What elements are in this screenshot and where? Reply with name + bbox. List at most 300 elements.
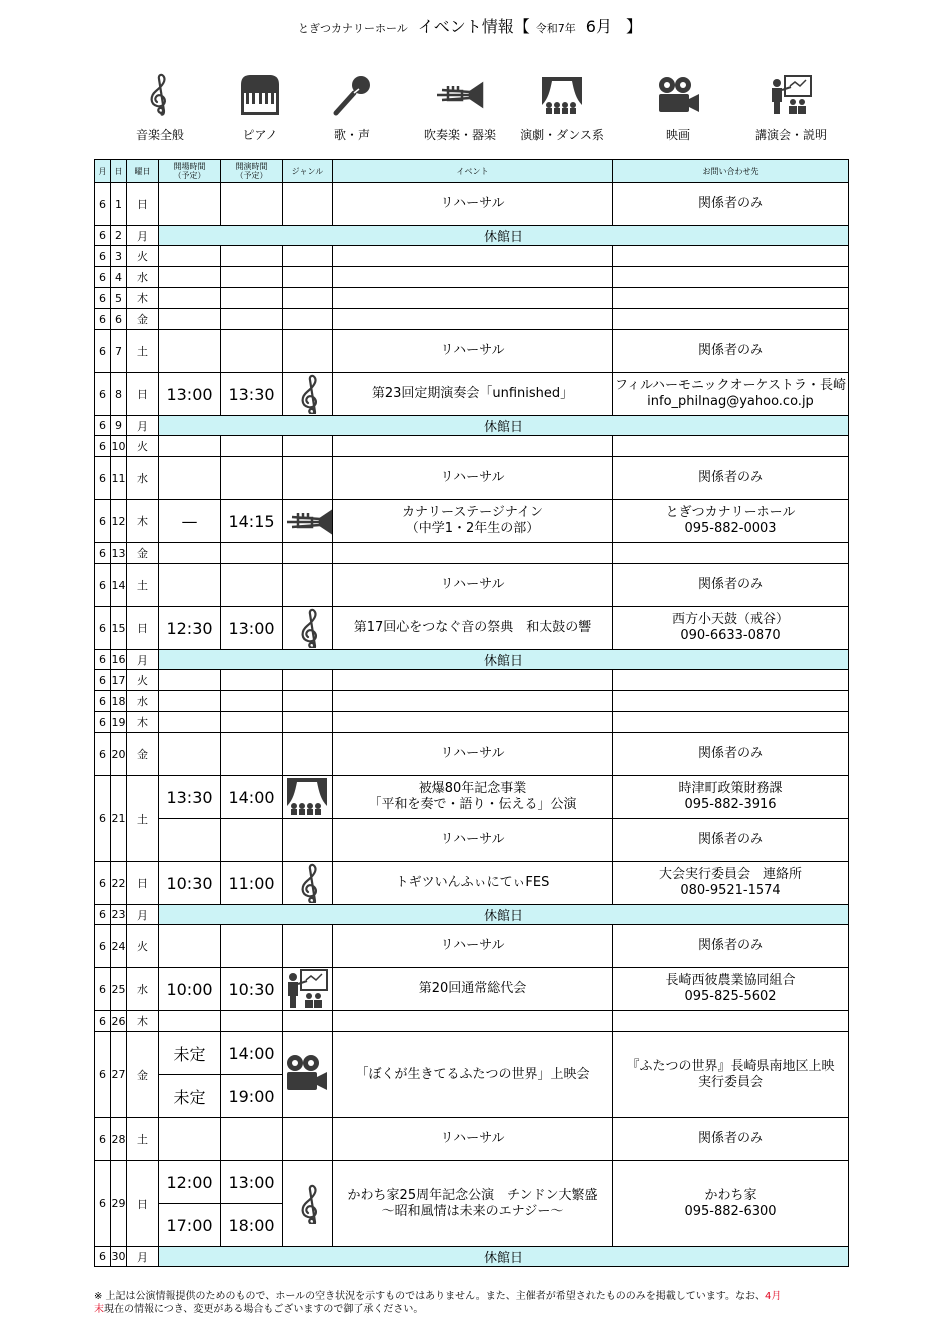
contact-cell [613, 862, 849, 905]
open-time-cell: 10:30 [159, 862, 221, 905]
open-time-cell: 17:00 [159, 1204, 221, 1247]
weekday-cell: 金 [127, 1032, 159, 1118]
table-row [95, 183, 849, 226]
col-open [159, 160, 221, 183]
event-line1: 被爆80年記念事業 [418, 781, 527, 796]
contact-line1: 『ふたつの世界』長崎県南地区上映 [626, 1058, 835, 1074]
genre-cell [283, 543, 333, 564]
contact-line1: とぎつカナリーホール [665, 505, 796, 520]
event-cell [333, 1161, 613, 1247]
contact-cell [613, 712, 849, 733]
weekday-cell: 火 [127, 925, 159, 968]
genre-cell [283, 436, 333, 457]
start-time-cell: 19:00 [221, 1075, 283, 1118]
treble-clef-icon [283, 374, 332, 414]
closed-cell: 休館日 [159, 416, 849, 436]
event-line2: （中学1・2年生の部） [405, 521, 540, 536]
contact-cell [613, 691, 849, 712]
table-row [95, 246, 849, 267]
table-row [95, 416, 849, 436]
start-time-cell [221, 457, 283, 500]
footnote [94, 1290, 854, 1316]
event-cell: リハーサル [333, 925, 613, 968]
legend-item-vocal [312, 72, 392, 143]
start-time-cell [221, 733, 283, 776]
start-time-cell [221, 1118, 283, 1161]
event-cell: 「ぼくが生きてるふたつの世界」上映会 [333, 1032, 613, 1118]
start-time-cell [221, 564, 283, 607]
start-time-cell [221, 543, 283, 564]
title-month: 6月 [585, 17, 612, 36]
contact-line1: 西方小天鼓（戒谷） [671, 612, 789, 627]
table-row [95, 564, 849, 607]
weekday-cell: 月 [127, 226, 159, 246]
open-time-cell: 未定 [159, 1032, 221, 1075]
lecture-icon [283, 968, 332, 1010]
start-time-cell [221, 1011, 283, 1032]
month-cell: 6 [95, 607, 111, 650]
contact-cell [613, 309, 849, 330]
table-row [95, 267, 849, 288]
weekday-cell: 月 [127, 905, 159, 925]
event-cell: 第17回心をつなぐ音の祭典 和太鼓の響 [333, 607, 613, 650]
month-cell: 6 [95, 1247, 111, 1267]
contact-cell [613, 670, 849, 691]
day-cell: 29 [111, 1161, 127, 1247]
day-cell: 23 [111, 905, 127, 925]
start-time-cell [221, 267, 283, 288]
genre-cell [283, 330, 333, 373]
start-time-cell [221, 925, 283, 968]
weekday-cell: 水 [127, 267, 159, 288]
month-cell: 6 [95, 416, 111, 436]
open-time-cell [159, 246, 221, 267]
theater-stage-icon [283, 776, 332, 818]
trumpet-icon [410, 72, 510, 118]
genre-cell [283, 968, 333, 1011]
day-cell: 10 [111, 436, 127, 457]
day-cell: 2 [111, 226, 127, 246]
event-cell: トギツいんふぃにてぃFES [333, 862, 613, 905]
contact-cell: 関係者のみ [613, 564, 849, 607]
month-cell: 6 [95, 776, 111, 862]
event-cell [333, 436, 613, 457]
treble-clef-icon [283, 863, 332, 903]
open-time-cell: 12:30 [159, 607, 221, 650]
open-time-cell: 13:00 [159, 373, 221, 416]
contact-cell [613, 373, 849, 416]
start-time-cell: 13:00 [221, 1161, 283, 1204]
legend-item-piano [220, 72, 300, 143]
month-cell: 6 [95, 670, 111, 691]
contact-cell: 関係者のみ [613, 330, 849, 373]
table-row [95, 607, 849, 650]
treble-clef-icon [125, 72, 195, 118]
table-row [95, 1247, 849, 1267]
start-time-cell: 11:00 [221, 862, 283, 905]
table-header [95, 160, 849, 183]
day-cell: 1 [111, 183, 127, 226]
day-cell: 25 [111, 968, 127, 1011]
day-cell: 12 [111, 500, 127, 543]
event-line2: ～昭和風情は未来のエナジー～ [381, 1203, 564, 1219]
table-row [95, 650, 849, 670]
month-cell: 6 [95, 1032, 111, 1118]
title-bracket: 】 [625, 17, 642, 36]
weekday-cell: 月 [127, 1247, 159, 1267]
treble-clef-icon [283, 1184, 332, 1224]
table-row [95, 309, 849, 330]
weekday-cell: 水 [127, 968, 159, 1011]
event-line1: かわち家25周年記念公演 チンドン大繁盛 [347, 1187, 598, 1203]
table-row [95, 670, 849, 691]
table-row [95, 905, 849, 925]
title-main: イベント情報【 [417, 17, 530, 36]
genre-cell [283, 1032, 333, 1118]
event-cell [333, 1011, 613, 1032]
contact-cell: 関係者のみ [613, 819, 849, 862]
contact-cell [613, 288, 849, 309]
closed-cell: 休館日 [159, 1247, 849, 1267]
event-cell: リハーサル [333, 819, 613, 862]
trumpet-icon [283, 507, 332, 535]
open-time-cell [159, 330, 221, 373]
table-body [95, 183, 849, 1267]
legend-item-theater [512, 72, 612, 143]
open-time-cell: 13:30 [159, 776, 221, 819]
day-cell: 28 [111, 1118, 127, 1161]
day-cell: 8 [111, 373, 127, 416]
start-time-cell: 10:30 [221, 968, 283, 1011]
genre-cell [283, 1161, 333, 1247]
day-cell: 26 [111, 1011, 127, 1032]
event-line1: カナリーステージナイン [402, 505, 543, 520]
contact-cell: 関係者のみ [613, 1118, 849, 1161]
start-time-cell [221, 183, 283, 226]
open-time-cell [159, 543, 221, 564]
col-event: イベント [333, 160, 613, 183]
genre-cell [283, 712, 333, 733]
day-cell: 30 [111, 1247, 127, 1267]
table-row [95, 1011, 849, 1032]
weekday-cell: 木 [127, 712, 159, 733]
table-row [95, 330, 849, 373]
month-cell: 6 [95, 288, 111, 309]
contact-line1: 長崎西彼農業協同組合 [665, 973, 796, 988]
start-time-cell: 18:00 [221, 1204, 283, 1247]
event-cell [333, 246, 613, 267]
col-start-label: 開演時間 [235, 162, 268, 171]
month-cell: 6 [95, 1118, 111, 1161]
legend-label: ピアノ [242, 128, 278, 142]
legend-item-music [125, 72, 195, 143]
table-row [95, 436, 849, 457]
open-time-cell [159, 457, 221, 500]
legend-item-brass [410, 72, 510, 143]
note-date-month: 4月 [764, 1291, 782, 1302]
event-cell: リハーサル [333, 457, 613, 500]
start-time-cell [221, 670, 283, 691]
table-row [95, 776, 849, 819]
contact-line2: info_philnag@yahoo.co.jp [647, 394, 814, 409]
closed-cell: 休館日 [159, 905, 849, 925]
genre-cell [283, 309, 333, 330]
weekday-cell: 日 [127, 373, 159, 416]
day-cell: 16 [111, 650, 127, 670]
month-cell: 6 [95, 905, 111, 925]
month-cell: 6 [95, 330, 111, 373]
legend-label: 音楽全般 [135, 128, 184, 142]
table-row [95, 543, 849, 564]
event-cell [333, 288, 613, 309]
event-cell: 第23回定期演奏会「unfinished」 [333, 373, 613, 416]
contact-cell [613, 500, 849, 543]
month-cell: 6 [95, 309, 111, 330]
day-cell: 17 [111, 670, 127, 691]
open-time-cell [159, 309, 221, 330]
open-time-cell [159, 436, 221, 457]
month-cell: 6 [95, 500, 111, 543]
event-cell [333, 776, 613, 819]
weekday-cell: 月 [127, 416, 159, 436]
theater-stage-icon [512, 72, 612, 118]
weekday-cell: 木 [127, 288, 159, 309]
genre-cell [283, 183, 333, 226]
genre-cell [283, 246, 333, 267]
month-cell: 6 [95, 543, 111, 564]
event-cell: リハーサル [333, 183, 613, 226]
genre-cell [283, 564, 333, 607]
weekday-cell: 金 [127, 733, 159, 776]
open-time-cell: 12:00 [159, 1161, 221, 1204]
month-cell: 6 [95, 650, 111, 670]
weekday-cell: 土 [127, 330, 159, 373]
event-cell [333, 309, 613, 330]
genre-cell [283, 691, 333, 712]
contact-cell: 関係者のみ [613, 183, 849, 226]
contact-line2: 095-825-5602 [684, 989, 777, 1004]
month-cell: 6 [95, 457, 111, 500]
table-row [95, 819, 849, 862]
month-cell: 6 [95, 733, 111, 776]
month-cell: 6 [95, 925, 111, 968]
weekday-cell: 金 [127, 543, 159, 564]
genre-cell [283, 862, 333, 905]
weekday-cell: 土 [127, 776, 159, 862]
weekday-cell: 土 [127, 1118, 159, 1161]
genre-cell [283, 500, 333, 543]
note-text: ※ 上記は公演情報提供のためのもので、ホールの空き状況を示すものではありません。また、主催者が希望されたもののみを掲載しています。なお、 [94, 1291, 765, 1302]
open-time-cell: 10:00 [159, 968, 221, 1011]
day-cell: 24 [111, 925, 127, 968]
day-cell: 3 [111, 246, 127, 267]
month-cell: 6 [95, 862, 111, 905]
start-time-cell [221, 436, 283, 457]
open-time-cell [159, 670, 221, 691]
col-start [221, 160, 283, 183]
col-month: 月 [95, 160, 111, 183]
event-cell [333, 712, 613, 733]
open-time-cell: 未定 [159, 1075, 221, 1118]
day-cell: 20 [111, 733, 127, 776]
event-cell: リハーサル [333, 564, 613, 607]
genre-cell [283, 288, 333, 309]
day-cell: 18 [111, 691, 127, 712]
month-cell: 6 [95, 183, 111, 226]
contact-cell [613, 1161, 849, 1247]
legend-item-lecture [742, 72, 840, 143]
month-cell: 6 [95, 226, 111, 246]
month-cell: 6 [95, 1011, 111, 1032]
genre-cell [283, 733, 333, 776]
weekday-cell: 日 [127, 862, 159, 905]
start-time-cell [221, 288, 283, 309]
event-cell: 第20回通常総代会 [333, 968, 613, 1011]
table-row [95, 288, 849, 309]
start-time-cell: 14:15 [221, 500, 283, 543]
weekday-cell: 火 [127, 246, 159, 267]
col-day: 日 [111, 160, 127, 183]
legend-label: 歌・声 [333, 128, 370, 142]
event-cell: リハーサル [333, 330, 613, 373]
contact-line1: 大会実行委員会 連絡所 [658, 867, 802, 882]
day-cell: 5 [111, 288, 127, 309]
contact-line2: 実行委員会 [697, 1074, 763, 1090]
open-time-cell [159, 691, 221, 712]
legend-item-movie [638, 72, 718, 143]
note-date-end: 末 [94, 1304, 104, 1315]
day-cell: 22 [111, 862, 127, 905]
table-row [95, 862, 849, 905]
month-cell: 6 [95, 968, 111, 1011]
day-cell: 11 [111, 457, 127, 500]
col-genre: ジャンル [283, 160, 333, 183]
legend-label: 演劇・ダンス系 [520, 128, 604, 142]
genre-cell [283, 1011, 333, 1032]
treble-clef-icon [283, 608, 332, 648]
weekday-cell: 月 [127, 650, 159, 670]
lecture-icon [742, 72, 840, 118]
contact-line1: フィルハーモニックオーケストラ・長崎 [614, 378, 846, 393]
start-time-cell [221, 330, 283, 373]
weekday-cell: 木 [127, 500, 159, 543]
day-cell: 4 [111, 267, 127, 288]
genre-cell [283, 457, 333, 500]
genre-cell [283, 607, 333, 650]
contact-cell [613, 543, 849, 564]
table-row [95, 373, 849, 416]
table-row [95, 226, 849, 246]
month-cell: 6 [95, 436, 111, 457]
day-cell: 21 [111, 776, 127, 862]
genre-cell [283, 925, 333, 968]
weekday-cell: 日 [127, 607, 159, 650]
hall-name: とぎつカナリーホール [298, 22, 408, 35]
weekday-cell: 木 [127, 1011, 159, 1032]
day-cell: 7 [111, 330, 127, 373]
start-time-cell [221, 246, 283, 267]
contact-cell [613, 246, 849, 267]
table-row [95, 1118, 849, 1161]
day-cell: 14 [111, 564, 127, 607]
genre-cell [283, 819, 333, 862]
event-cell [333, 267, 613, 288]
event-cell [333, 500, 613, 543]
month-cell: 6 [95, 564, 111, 607]
contact-line2: 095-882-0003 [684, 521, 777, 536]
month-cell: 6 [95, 691, 111, 712]
table-row [95, 925, 849, 968]
contact-cell: 関係者のみ [613, 457, 849, 500]
contact-cell [613, 1011, 849, 1032]
open-time-cell: — [159, 500, 221, 543]
piano-icon [220, 72, 300, 118]
contact-line1: 時津町政策財務課 [678, 781, 783, 796]
start-time-cell: 13:30 [221, 373, 283, 416]
genre-cell [283, 1118, 333, 1161]
table-row [95, 712, 849, 733]
contact-line2: 080-9521-1574 [680, 883, 781, 898]
genre-cell [283, 267, 333, 288]
event-line2: 「平和を奏で・語り・伝える」公演 [368, 797, 577, 812]
open-time-cell [159, 267, 221, 288]
open-time-cell [159, 183, 221, 226]
genre-cell [283, 670, 333, 691]
open-time-cell [159, 925, 221, 968]
weekday-cell: 水 [127, 457, 159, 500]
col-contact: お問い合わせ先 [613, 160, 849, 183]
day-cell: 27 [111, 1032, 127, 1118]
open-time-cell [159, 288, 221, 309]
month-cell: 6 [95, 712, 111, 733]
weekday-cell: 水 [127, 691, 159, 712]
col-weekday: 曜日 [127, 160, 159, 183]
legend-label: 吹奏楽・器楽 [423, 128, 496, 142]
day-cell: 6 [111, 309, 127, 330]
start-time-cell [221, 819, 283, 862]
contact-line2: 095-882-6300 [684, 1203, 777, 1219]
contact-cell: 関係者のみ [613, 925, 849, 968]
event-cell: リハーサル [333, 733, 613, 776]
weekday-cell: 日 [127, 1161, 159, 1247]
contact-cell [613, 607, 849, 650]
page-title [0, 14, 940, 37]
note-text-2: 現在の情報につき、変更がある場合もございますので御了承ください。 [104, 1304, 424, 1315]
start-time-cell: 14:00 [221, 776, 283, 819]
open-time-cell [159, 712, 221, 733]
open-time-cell [159, 1118, 221, 1161]
col-open-label: 開場時間 [173, 162, 206, 171]
open-time-cell [159, 819, 221, 862]
contact-line1: かわち家 [704, 1187, 757, 1203]
weekday-cell: 金 [127, 309, 159, 330]
month-cell: 6 [95, 267, 111, 288]
day-cell: 9 [111, 416, 127, 436]
microphone-icon [312, 72, 392, 118]
col-start-sub: （予定） [235, 171, 268, 180]
contact-line2: 095-882-3916 [684, 797, 777, 812]
table-row [95, 733, 849, 776]
movie-camera-icon [638, 72, 718, 118]
legend-label: 映画 [665, 128, 690, 142]
contact-cell [613, 436, 849, 457]
day-cell: 15 [111, 607, 127, 650]
contact-cell [613, 776, 849, 819]
table-row [95, 1032, 849, 1075]
contact-cell: 関係者のみ [613, 733, 849, 776]
open-time-cell [159, 733, 221, 776]
month-cell: 6 [95, 246, 111, 267]
